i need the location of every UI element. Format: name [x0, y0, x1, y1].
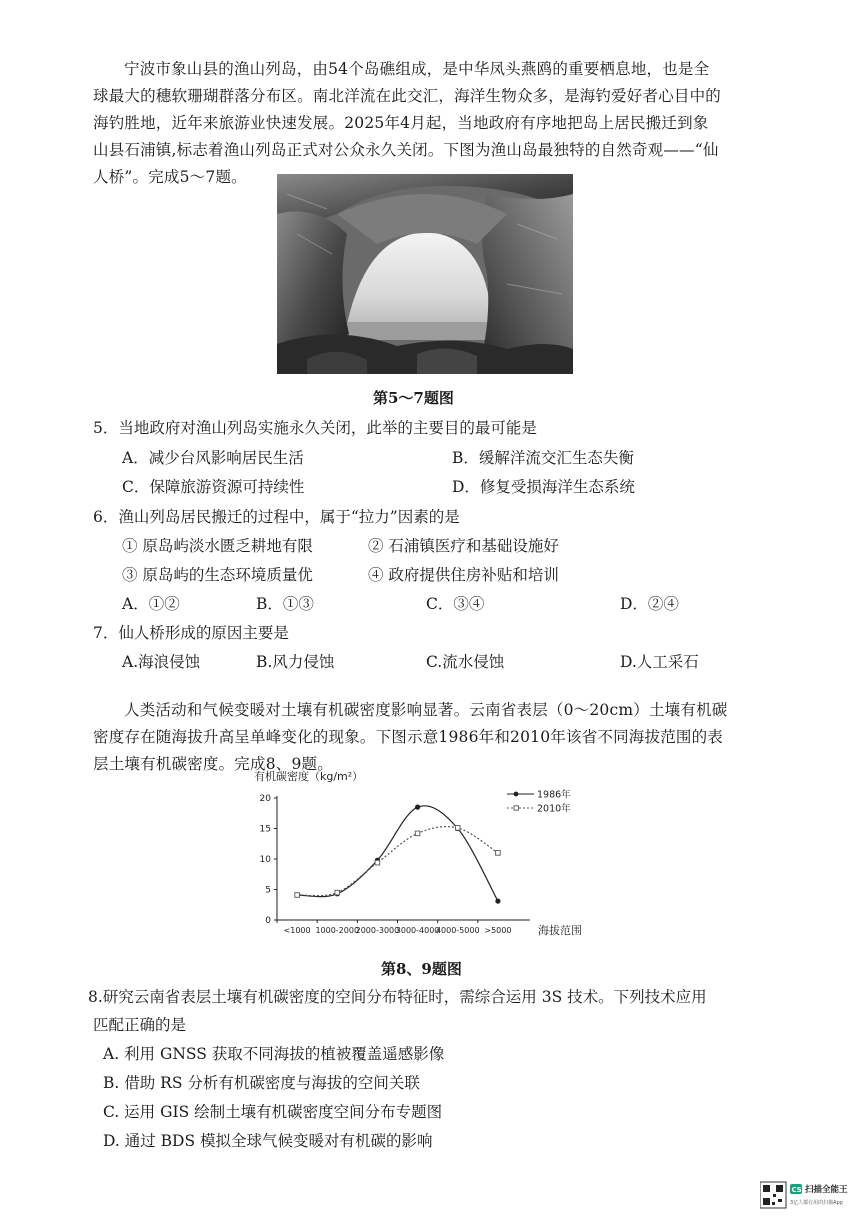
chart-legend-marker: [514, 806, 518, 810]
chart-x-tick-label: 2000-3000: [355, 926, 400, 935]
question-6-statement-1: ① 原岛屿淡水匮乏耕地有限: [122, 537, 313, 555]
chart-legend-marker: [514, 792, 519, 797]
question-8-option-d: D. 通过 BDS 模拟全球气候变暖对有机碳的影响: [103, 1132, 433, 1150]
question-6-option-b: B．①③: [256, 595, 314, 613]
chart-y-tick-label: 0: [265, 916, 271, 926]
chart-x-tick-label: >5000: [484, 926, 512, 935]
chart-point: [375, 860, 380, 865]
chart-y-tick-label: 10: [259, 855, 271, 865]
passage-1: [93, 56, 763, 191]
chart-svg: [250, 768, 600, 946]
chart-point: [295, 893, 300, 898]
question-6-option-d: D．②④: [620, 595, 679, 613]
question-6-option-a: A．①②: [122, 595, 180, 613]
figure-caption: 第8、9题图: [381, 960, 462, 978]
passage-1-line: 海钓胜地，近年来旅游业快速发展。2025年4月起，当地政府有序地把岛上居民搬迁到象: [93, 114, 709, 132]
chart-x-tick-label: 3000-4000: [395, 926, 440, 935]
chart-point: [496, 851, 501, 856]
chart-series-line-1: [297, 827, 498, 896]
question-5-option-b: B．缓解洋流交汇生态失衡: [452, 449, 634, 467]
passage-2: [93, 697, 763, 778]
chart-y-axis-label: 有机碳密度（kg/m²）: [254, 770, 364, 783]
question-7-option-a: A.海浪侵蚀: [122, 653, 201, 671]
figure-caption: 第5～7题图: [373, 389, 454, 407]
chart-y-tick-label: 5: [265, 885, 271, 896]
logo-badge: CS: [791, 1186, 802, 1194]
question-6-stem: 6．渔山列岛居民搬迁的过程中，属于“拉力”因素的是: [93, 508, 460, 526]
chart-point: [495, 898, 500, 903]
carbon-density-chart: [250, 768, 600, 946]
passage-2-line: 密度存在随海拔升高呈单峰变化的现象。下图示意1986年和2010年该省不同海拔范围的表: [93, 728, 723, 746]
question-5-stem: 5．当地政府对渔山列岛实施永久关闭，此举的主要目的最可能是: [93, 419, 537, 437]
question-5-option-a: A．减少台风影响居民生活: [122, 449, 304, 467]
chart-y-tick-label: 15: [259, 824, 271, 835]
chart-point: [455, 826, 460, 831]
chart-point: [415, 805, 420, 810]
logo-title: 扫描全能王: [805, 1185, 848, 1195]
question-5-option-d: D．修复受损海洋生态系统: [452, 478, 635, 496]
passage-2-line: 层土壤有机碳密度。完成8、9题。: [93, 755, 333, 773]
question-7-stem: 7．仙人桥形成的原因主要是: [93, 624, 289, 642]
chart-x-tick-label: 1000-2000: [315, 926, 360, 935]
question-8-option-b: B. 借助 RS 分析有机碳密度与海拔的空间关联: [103, 1074, 420, 1092]
question-5-option-c: C．保障旅游资源可持续性: [122, 478, 305, 496]
question-7-option-d: D.人工采石: [620, 653, 699, 671]
chart-y-tick-label: 20: [259, 794, 271, 804]
chart-legend-label: 2010年: [537, 803, 571, 815]
passage-2-line: 人类活动和气候变暖对土壤有机碳密度影响显著。云南省表层（0～20cm）土壤有机碳: [124, 701, 728, 719]
chart-x-tick-label: 4000-5000: [435, 926, 480, 935]
sea-arch-photo: [277, 174, 573, 374]
passage-1-line: 人桥”。完成5～7题。: [93, 168, 247, 186]
passage-1-line: 球最大的穗软珊瑚群落分布区。南北洋流在此交汇，海洋生物众多，是海钓爱好者心目中的: [93, 87, 722, 105]
question-7-option-b: B.风力侵蚀: [256, 653, 335, 671]
question-6-statement-3: ③ 原岛屿的生态环境质量优: [122, 566, 313, 584]
question-8-option-c: C. 运用 GIS 绘制土壤有机碳密度空间分布专题图: [103, 1103, 443, 1121]
question-6-option-c: C．③④: [426, 595, 485, 613]
logo-subtitle: 3亿人都在用的扫描App: [790, 1200, 843, 1206]
scanner-watermark-logo: [760, 1180, 855, 1218]
chart-x-tick-label: <1000: [283, 926, 311, 935]
passage-1-line: 山县石浦镇,标志着渔山列岛正式对公众永久关闭。下图为渔山岛最独特的自然奇观——“仙: [93, 141, 719, 159]
chart-series-line-0: [297, 806, 498, 901]
question-7-option-c: C.流水侵蚀: [426, 653, 505, 671]
question-8-stem-line-2: 匹配正确的是: [93, 1016, 187, 1034]
question-8-option-a: A. 利用 GNSS 获取不同海拔的植被覆盖遥感影像: [103, 1045, 445, 1063]
chart-legend-label: 1986年: [537, 789, 571, 801]
chart-point: [335, 890, 340, 895]
chart-x-axis-label: 海拔范围: [538, 924, 582, 937]
question-6-statement-4: ④ 政府提供住房补贴和培训: [368, 566, 559, 584]
question-6-statement-2: ② 石浦镇医疗和基础设施好: [368, 537, 559, 555]
chart-point: [415, 831, 420, 836]
question-8-stem-line-1: 8.研究云南省表层土壤有机碳密度的空间分布特征时，需综合运用 3S 技术。下列技术应用: [88, 988, 707, 1006]
passage-1-line: 宁波市象山县的渔山列岛，由54个岛礁组成，是中华凤头燕鸥的重要栖息地，也是全: [124, 60, 710, 78]
